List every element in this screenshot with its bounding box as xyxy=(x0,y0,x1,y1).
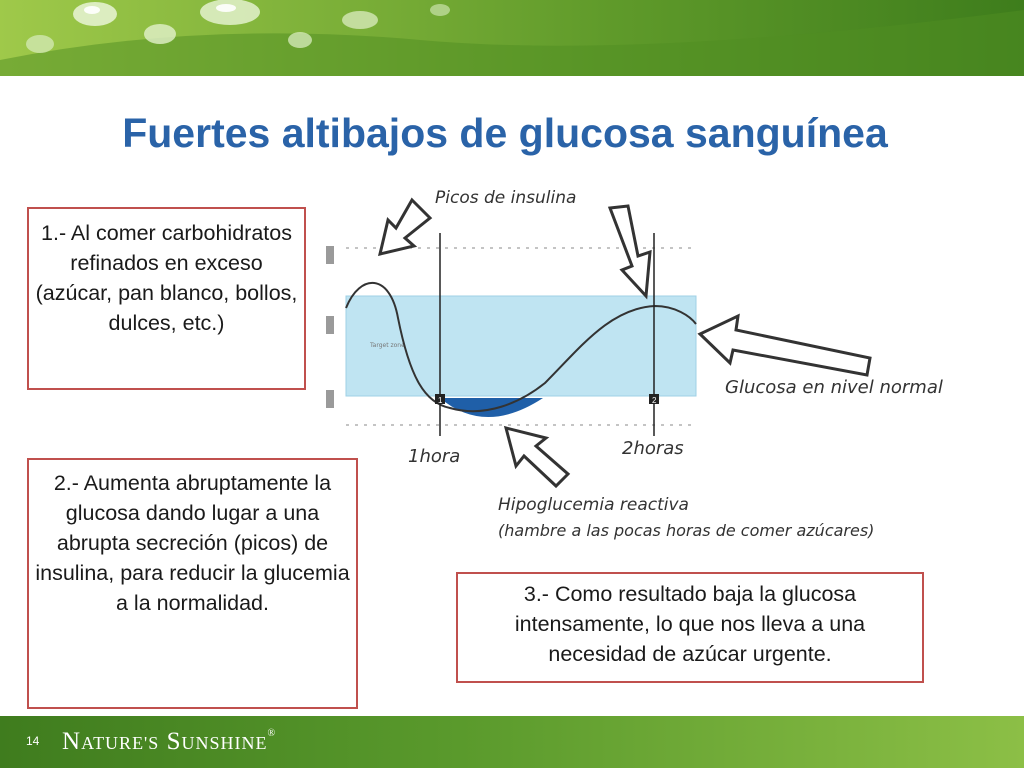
natures-sunshine-logo: NATURE'S SUNSHINE® xyxy=(62,728,277,755)
glucose-curve-diagram xyxy=(310,178,1024,558)
one-hour-label: 1hora xyxy=(408,446,461,467)
hypoglycemia-label: Hipoglucemia reactiva xyxy=(498,495,689,515)
normal-glucose-label: Glucosa en nivel normal xyxy=(725,377,943,398)
axis-tick-marks xyxy=(326,246,334,408)
slide-title: Fuertes altibajos de glucosa sanguínea xyxy=(122,110,888,156)
insulin-peak-arrow-left xyxy=(380,200,430,254)
target-zone-label: Target zone xyxy=(370,342,405,349)
step-3-box: 3.- Como resultado baja la glucosa intensamente, lo que nos lleva a una necesidad de azúcar urgente. xyxy=(456,572,924,683)
hypoglycemia-arrow xyxy=(506,428,568,486)
water-drops-image xyxy=(0,0,1024,76)
hypoglycemia-fill xyxy=(440,398,543,417)
hypoglycemia-note: (hambre a las pocas horas de comer azúcares) xyxy=(498,521,875,540)
two-hours-label: 2horas xyxy=(622,438,684,459)
page-number: 14 xyxy=(26,734,40,748)
insulin-peaks-label: Picos de insulina xyxy=(435,188,577,208)
marker-1: 1 xyxy=(438,396,443,405)
insulin-peak-arrow-right xyxy=(610,206,650,296)
normal-glucose-arrow xyxy=(700,316,870,375)
marker-2: 2 xyxy=(652,396,657,405)
step-2-box: 2.- Aumenta abruptamente la glucosa dando lugar a una abrupta secreción (picos) de insulina, para reducir la glucemia a la normalidad. xyxy=(27,458,358,709)
top-banner xyxy=(0,0,1024,76)
step-1-box: 1.- Al comer carbohidratos refinados en exceso (azúcar, pan blanco, bollos, dulces, etc.) xyxy=(27,207,306,390)
